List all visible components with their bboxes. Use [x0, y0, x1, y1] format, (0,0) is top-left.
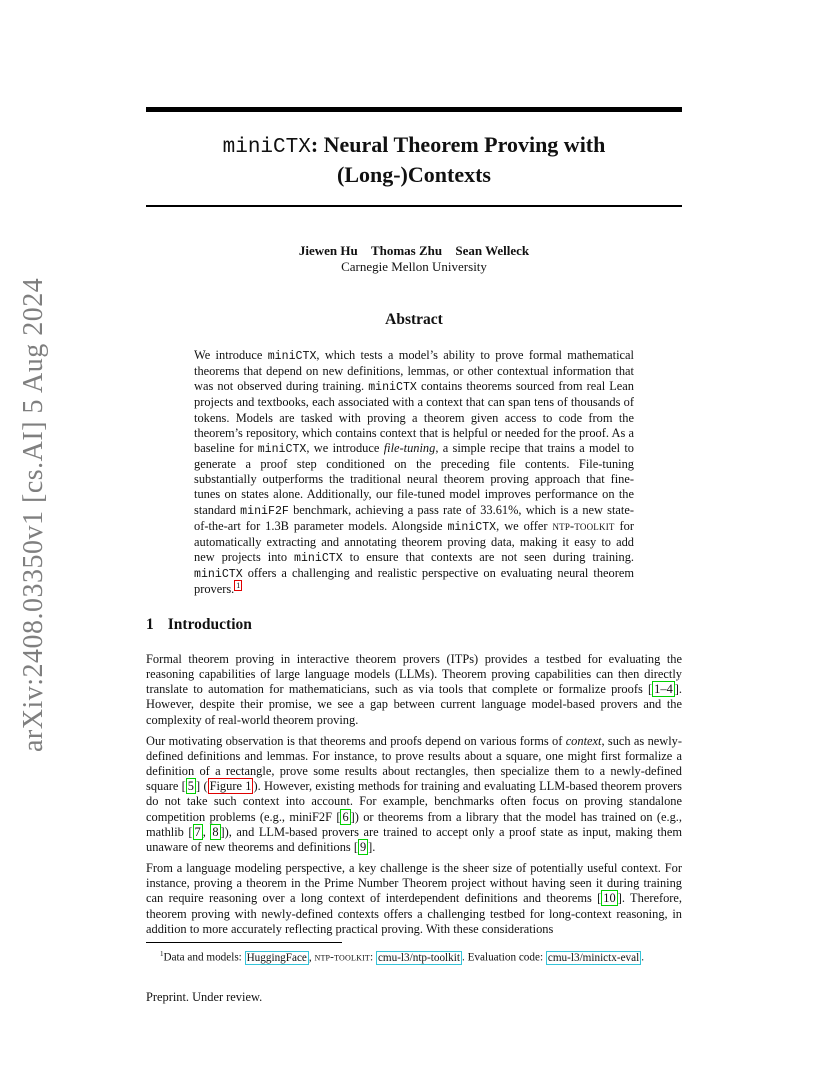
huggingface-link[interactable]: HuggingFace: [246, 951, 307, 964]
citation-link[interactable]: 10: [603, 891, 616, 906]
citation-link[interactable]: 9: [359, 839, 367, 854]
preprint-notice: Preprint. Under review.: [146, 990, 263, 1004]
abstract-heading: Abstract: [385, 311, 443, 328]
title-line1: : Neural Theorem Proving with: [310, 132, 606, 157]
paper-title: [146, 131, 682, 188]
citation-link[interactable]: 8: [212, 824, 219, 839]
author-name: Jiewen Hu: [298, 243, 358, 258]
citation-link[interactable]: 5: [187, 779, 194, 794]
author-name: Sean Welleck: [455, 243, 530, 258]
section-title: Introduction: [167, 616, 252, 633]
title-line2: (Long-)Contexts: [337, 162, 491, 187]
minictx-eval-link[interactable]: cmu-l3/minictx-eval: [547, 951, 640, 964]
citation-link[interactable]: 6: [342, 809, 349, 824]
section-number: 1: [146, 616, 154, 633]
footnote-mark: 1: [160, 950, 164, 958]
title-top-rule: [146, 107, 682, 112]
footnote: $^1$Data and models: HuggingFace , ntp-toolkit: cmu-l3/ntp-toolkit . Evaluation code: cmu-l3/minictx-eval .: [160, 950, 645, 964]
author-affiliation: Carnegie Mellon University: [341, 259, 487, 274]
citation-link[interactable]: 7: [194, 824, 201, 839]
title-benchmark-name: miniCTX: [222, 136, 311, 159]
arxiv-identifier-stamp: arXiv:2408.03350v1 [cs.AI] 5 Aug 2024: [18, 277, 49, 752]
introduction-body: [146, 652, 682, 943]
figure-reference-link[interactable]: Figure 1: [209, 779, 252, 794]
footnote-link[interactable]: 1: [236, 581, 241, 591]
paragraph: Our motivating observation is that theorems and proofs depend on various forms of context, such as newly-defined definitions and lemmas. For instance, to prove results about a square, one might first formalize a definition of a rectangle, prove some results about rectangles, then specialize them to a newly-defined square [ 5 ] ( Figure 1 ). However, existing methods for training and evaluating LLM-based theorem provers do not take such context into account. For example, benchmarks often focus on proving standalone competition problems (e.g., miniF2F [ 6 ]) or theorems from a library that the model has trained on (e.g., mathlib [ 7 , 8 ]), and LLM-based provers are trained to accept only a proof state as input, making them unaware of new theorems and definitions [ 9 ].: [146, 733, 682, 854]
footnote-rule: [146, 942, 342, 943]
paragraph: Formal theorem proving in interactive theorem provers (ITPs) provides a testbed for evaluating the reasoning capabilities of large language models (LLMs). Theorem proving capabilities can then directly translate to automation for mathematicians, such as via tools that complete or formalize proofs [ 1–4 ]. However, despite their promise, we see a gap between current language model-based provers and the complexity of real-world theorem proving.: [146, 652, 682, 727]
citation-link[interactable]: 1–4: [654, 682, 673, 697]
abstract-body: We introduce miniCTX, which tests a model’s ability to prove formal mathematical theorems that depend on new definitions, lemmas, or other contextual information that was not observed during training. miniCTX contains theorems sourced from real Lean projects and textbooks, each associated with a context that can span tens of thousands of tokens. Models are tasked with proving a theorem given access to code from the theorem’s repository, which contains context that is helpful or needed for the proof. As a baseline for miniCTX, we introduce file-tuning, a simple recipe that trains a model to generate a proof step conditioned on the preceding file contents. File-tuning substantially outperforms the traditional neural theorem proving approach that fine-tunes on states alone. Additionally, our file-tuned model improves performance on the standard miniF2F benchmark, achieving a pass rate of 33.61%, which is a new state-of-the-art for 1.3B parameter models. Alongside miniCTX, we offer ntp-toolkit for automatically extracting and annotating theorem proving data, making it easy to add new projects into miniCTX to ensure that contexts are not seen during training. miniCTX offers a challenging and realistic perspective on evaluating neural theorem provers. $^1$: [194, 348, 635, 597]
title-bottom-rule: [146, 205, 682, 207]
paragraph: From a language modeling perspective, a key challenge is the sheer size of potentially useful context. For instance, proving a theorem in the Prime Number Theorem project without having seen it during training can require reasoning over a long context of interdependent definitions and theorems [ 10 ]. Therefore, theorem proving with newly-defined contexts offers a challenging testbed for long-context reasoning, in addition to more accurately reflecting practical proving. With these considerations: [146, 861, 682, 936]
author-block: [146, 243, 682, 275]
section-heading-introduction: [146, 616, 682, 634]
ntp-toolkit-link[interactable]: cmu-l3/ntp-toolkit: [377, 951, 460, 964]
author-name: Thomas Zhu: [370, 243, 443, 258]
